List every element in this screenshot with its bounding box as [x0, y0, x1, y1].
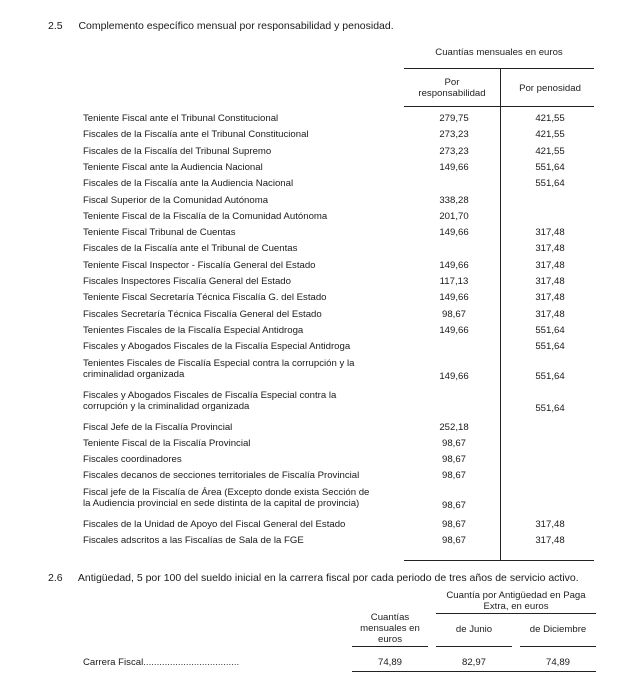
- row-label-line: Teniente Fiscal de la Fiscalía de la Comunidad Autónoma: [83, 210, 328, 222]
- responsabilidad-value: 252,18: [439, 421, 469, 433]
- row-label-line: Fiscales de la Fiscalía ante la Audiencia Nacional: [83, 178, 294, 190]
- row-label: [83, 422, 403, 433]
- row-label-line: Teniente Fiscal Inspector - Fiscalía General del Estado: [83, 259, 316, 271]
- row-label: [83, 325, 403, 336]
- row-label: Carrera Fiscal: [83, 657, 144, 668]
- june-value: 82,97: [461, 657, 486, 668]
- row-label: [83, 162, 403, 173]
- table-rule-bottom: [404, 560, 594, 561]
- row-label: [83, 454, 403, 465]
- row-label-line: Fiscales decanos de secciones territoriales de Fiscalía Provincial: [83, 470, 360, 482]
- group-header: Cuantías mensuales en euros: [435, 47, 563, 58]
- penosidad-value: 551,64: [535, 341, 565, 353]
- row-label-line: Fiscales coordinadores: [83, 454, 182, 466]
- row-label: [83, 129, 403, 140]
- row-label-line: Fiscales y Abogados Fiscales de la Fiscalía Especial Antidroga: [83, 341, 351, 353]
- responsabilidad-value: 338,28: [439, 194, 469, 206]
- penosidad-value: 551,64: [535, 403, 565, 414]
- row-label-line: Fiscales Secretaría Técnica Fiscalía General del Estado: [83, 308, 322, 320]
- row-label-line: la Audiencia provincial en sede distinta de la capital de provincia): [83, 497, 360, 509]
- penosidad-value: 317,48: [535, 292, 565, 304]
- responsabilidad-value: 149,66: [439, 259, 469, 271]
- row-label: [83, 113, 403, 124]
- penosidad-value: 551,64: [535, 178, 565, 190]
- row-label-line: Fiscal Jefe de la Fiscalía Provincial: [83, 421, 233, 433]
- row-label-line: Fiscales adscritos a las Fiscalías de Sala de la FGE: [83, 535, 304, 546]
- penosidad-value: 421,55: [535, 145, 565, 157]
- header-line: mensuales en: [360, 623, 420, 634]
- extra-pay-rule: [436, 613, 596, 614]
- row-label: [83, 341, 403, 352]
- row-label: [83, 260, 403, 271]
- responsabilidad-value: 98,67: [441, 470, 466, 482]
- row-label-line: Fiscales y Abogados Fiscales de Fiscalía Especial contra la: [83, 389, 337, 401]
- row-label-line: Fiscales de la Fiscalía ante el Tribunal de Cuentas: [83, 243, 298, 255]
- responsabilidad-value: 149,66: [439, 227, 469, 239]
- row-label: [83, 470, 403, 481]
- responsabilidad-value: 117,13: [439, 276, 469, 287]
- responsabilidad-value: 201,70: [439, 210, 469, 222]
- monthly-rule: [352, 646, 428, 647]
- row-label-line: Teniente Fiscal ante el Tribunal Constitucional: [83, 113, 279, 124]
- section-title: Antigüedad, 5 por 100 del sueldo inicial en la carrera fiscal por cada periodo de tres años de servicio activo.: [77, 572, 579, 584]
- june-header: de Junio: [455, 624, 493, 635]
- responsabilidad-value: 149,66: [439, 371, 469, 382]
- row-label: [83, 358, 403, 380]
- penosidad-value: 317,48: [535, 227, 565, 239]
- penosidad-value: 551,64: [535, 324, 565, 336]
- penosidad-value: 421,55: [535, 113, 565, 124]
- header-rule-bottom: [404, 106, 594, 107]
- december-value: 74,89: [545, 657, 570, 668]
- header-line: Cuantía por Antigüedad en Paga: [446, 590, 586, 601]
- monthly-header: [352, 612, 428, 645]
- penosidad-value: 551,64: [535, 371, 565, 382]
- row-label: [83, 390, 403, 412]
- responsabilidad-value: 98,67: [441, 535, 466, 546]
- row-label: [83, 146, 403, 157]
- row-label: [83, 178, 403, 189]
- row-label-line: Fiscales de la Fiscalía ante el Tribunal Constitucional: [83, 129, 309, 141]
- section-2-6-heading: [48, 572, 579, 584]
- responsabilidad-value: 273,23: [439, 129, 469, 141]
- header-line: Cuantías: [370, 612, 410, 623]
- row-label: [83, 438, 403, 449]
- responsabilidad-value: 273,23: [439, 145, 469, 157]
- carrera-fiscal-label: [83, 657, 239, 668]
- row-label-line: Tenientes Fiscales de Fiscalía Especial contra la corrupción y la: [83, 357, 355, 369]
- row-label: [83, 195, 403, 206]
- row-label-line: Teniente Fiscal Secretaría Técnica Fiscalía G. del Estado: [83, 292, 327, 304]
- penosidad-value: 317,48: [535, 535, 565, 546]
- table-2-6-rule-bottom: [352, 671, 596, 672]
- col-header-responsabilidad: [404, 77, 500, 99]
- header-rule-top: [404, 68, 594, 69]
- responsabilidad-value: 98,67: [441, 518, 466, 530]
- responsabilidad-value: 149,66: [439, 324, 469, 336]
- row-label-line: Teniente Fiscal ante la Audiencia Nacional: [83, 161, 263, 173]
- row-label-line: Fiscales de la Unidad de Apoyo del Fiscal General del Estado: [83, 518, 346, 530]
- leader-dots: ....................................: [143, 657, 240, 668]
- row-label: [83, 309, 403, 320]
- header-line: Extra, en euros: [483, 601, 549, 612]
- row-label: [83, 535, 403, 546]
- responsabilidad-value: 149,66: [439, 161, 469, 173]
- penosidad-value: 421,55: [535, 129, 565, 141]
- responsabilidad-value: 149,66: [439, 292, 469, 304]
- penosidad-value: 317,48: [535, 518, 565, 530]
- responsabilidad-value: 98,67: [441, 437, 466, 449]
- row-label-line: Teniente Fiscal Tribunal de Cuentas: [83, 227, 236, 239]
- responsabilidad-value: 98,67: [441, 308, 466, 320]
- row-label-line: Fiscales de la Fiscalía del Tribunal Supremo: [83, 145, 272, 157]
- extra-pay-header: [436, 590, 596, 612]
- row-label: [83, 243, 403, 254]
- row-label: [83, 519, 403, 530]
- row-label-line: Fiscales Inspectores Fiscalía General del Estado: [83, 276, 291, 287]
- row-label-line: corrupción y la criminalidad organizada: [83, 400, 250, 412]
- row-label-line: criminalidad organizada: [83, 368, 185, 380]
- penosidad-value: 317,48: [535, 243, 565, 255]
- row-label-line: Fiscal Superior de la Comunidad Autónoma: [83, 194, 269, 206]
- row-label-line: Tenientes Fiscales de la Fiscalía Especial Antidroga: [83, 324, 304, 336]
- section-number: 2.5: [48, 20, 63, 32]
- col-header-line: Por: [444, 77, 460, 88]
- penosidad-value: 551,64: [535, 161, 565, 173]
- col-header-penosidad: Por penosidad: [519, 83, 581, 94]
- row-label: [83, 227, 403, 238]
- section-title: Complemento específico mensual por responsabilidad y penosidad.: [78, 20, 394, 32]
- december-header: de Diciembre: [529, 624, 587, 635]
- section-2-5-heading: [48, 20, 394, 32]
- row-label-line: Fiscal jefe de la Fiscalía de Área (Excepto donde exista Sección de: [83, 486, 370, 498]
- penosidad-value: 317,48: [535, 276, 565, 287]
- section-number: 2.6: [48, 572, 63, 584]
- responsabilidad-value: 98,67: [441, 500, 466, 512]
- row-label: [83, 487, 403, 509]
- responsabilidad-value: 279,75: [439, 113, 469, 124]
- col-header-line: responsabilidad: [418, 88, 486, 99]
- row-label: [83, 292, 403, 303]
- header-line: euros: [378, 634, 402, 645]
- row-label-line: Teniente Fiscal de la Fiscalía Provincial: [83, 437, 251, 449]
- responsabilidad-value: 98,67: [441, 454, 466, 466]
- row-label: [83, 211, 403, 222]
- december-rule: [520, 646, 596, 647]
- penosidad-value: 317,48: [535, 259, 565, 271]
- row-label: [83, 276, 403, 287]
- monthly-value: 74,89: [377, 657, 402, 668]
- june-rule: [436, 646, 512, 647]
- penosidad-value: 317,48: [535, 308, 565, 320]
